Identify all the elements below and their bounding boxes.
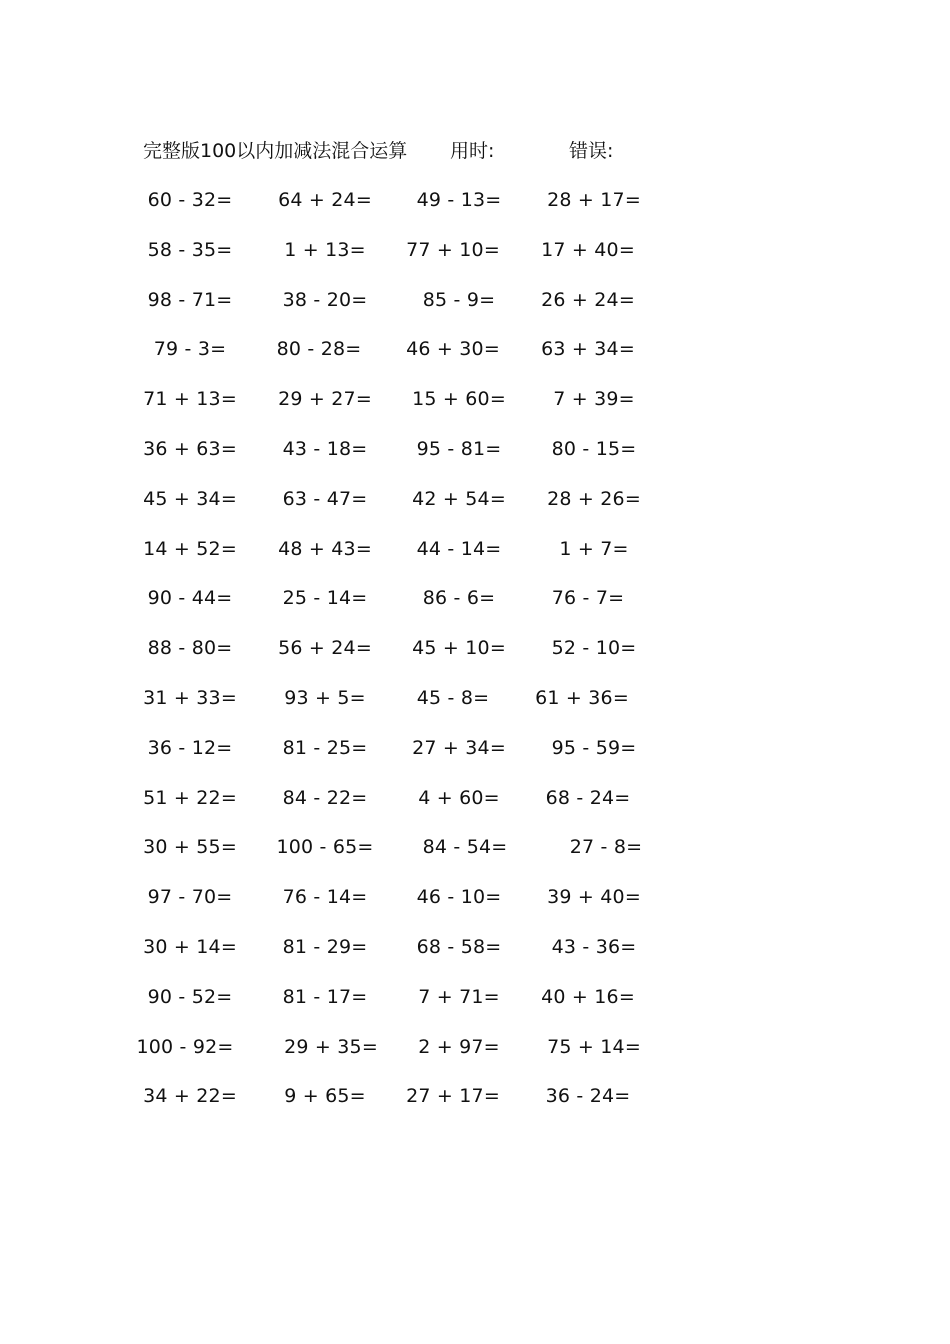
problem-item: 98 - 71= (147, 289, 233, 311)
problem-item: 80 - 28= (276, 338, 362, 360)
problem-item: 77 + 10= (406, 239, 500, 261)
problem-item: 14 + 52= (143, 538, 237, 560)
problem-item: 85 - 9= (422, 289, 496, 311)
problem-item: 63 - 47= (282, 488, 368, 510)
problem-item: 68 - 24= (545, 787, 631, 809)
problem-item: 52 - 10= (551, 637, 637, 659)
problem-item: 95 - 81= (416, 438, 502, 460)
problem-item: 9 + 65= (284, 1085, 366, 1107)
problem-item: 88 - 80= (147, 637, 233, 659)
problem-item: 36 - 12= (147, 737, 233, 759)
problem-item: 46 - 10= (416, 886, 502, 908)
problem-item: 95 - 59= (551, 737, 637, 759)
problem-item: 29 + 35= (284, 1036, 378, 1058)
problem-item: 43 - 18= (282, 438, 368, 460)
problem-item: 15 + 60= (412, 388, 506, 410)
problem-item: 76 - 7= (551, 587, 625, 609)
problem-item: 58 - 35= (147, 239, 233, 261)
problem-item: 84 - 54= (422, 836, 508, 858)
problem-item: 7 + 39= (553, 388, 635, 410)
problem-item: 43 - 36= (551, 936, 637, 958)
problem-item: 4 + 60= (418, 787, 500, 809)
problem-item: 17 + 40= (541, 239, 635, 261)
problem-item: 75 + 14= (547, 1036, 641, 1058)
problem-item: 81 - 29= (282, 936, 368, 958)
error-label: 错误: (569, 140, 614, 162)
problem-item: 28 + 17= (547, 189, 641, 211)
problem-item: 100 - 92= (136, 1036, 234, 1058)
problem-item: 97 - 70= (147, 886, 233, 908)
problem-item: 80 - 15= (551, 438, 637, 460)
problem-item: 27 + 17= (406, 1085, 500, 1107)
problem-item: 40 + 16= (541, 986, 635, 1008)
problem-item: 81 - 17= (282, 986, 368, 1008)
problem-item: 90 - 44= (147, 587, 233, 609)
problem-item: 46 + 30= (406, 338, 500, 360)
problem-item: 90 - 52= (147, 986, 233, 1008)
time-label: 用时: (450, 140, 495, 162)
problem-item: 26 + 24= (541, 289, 635, 311)
problem-item: 76 - 14= (282, 886, 368, 908)
problem-item: 2 + 97= (418, 1036, 500, 1058)
problem-item: 100 - 65= (276, 836, 374, 858)
problem-item: 7 + 71= (418, 986, 500, 1008)
problem-item: 81 - 25= (282, 737, 368, 759)
problem-item: 27 - 8= (569, 836, 643, 858)
problem-item: 56 + 24= (278, 637, 372, 659)
problem-item: 25 - 14= (282, 587, 368, 609)
problem-item: 48 + 43= (278, 538, 372, 560)
problem-item: 27 + 34= (412, 737, 506, 759)
problem-item: 68 - 58= (416, 936, 502, 958)
problem-item: 45 - 8= (416, 687, 490, 709)
problem-item: 51 + 22= (143, 787, 237, 809)
problem-item: 1 + 13= (284, 239, 366, 261)
problem-item: 34 + 22= (143, 1085, 237, 1107)
worksheet-title: 完整版100以内加减法混合运算 (143, 140, 408, 162)
problem-item: 64 + 24= (278, 189, 372, 211)
problem-item: 93 + 5= (284, 687, 366, 709)
problem-item: 36 - 24= (545, 1085, 631, 1107)
problem-item: 30 + 14= (143, 936, 237, 958)
problem-item: 38 - 20= (282, 289, 368, 311)
problem-item: 42 + 54= (412, 488, 506, 510)
problem-item: 49 - 13= (416, 189, 502, 211)
problem-item: 86 - 6= (422, 587, 496, 609)
problem-item: 44 - 14= (416, 538, 502, 560)
problem-item: 45 + 10= (412, 637, 506, 659)
problem-item: 60 - 32= (147, 189, 233, 211)
problem-item: 1 + 7= (559, 538, 629, 560)
problem-item: 36 + 63= (143, 438, 237, 460)
problem-item: 31 + 33= (143, 687, 237, 709)
problem-item: 63 + 34= (541, 338, 635, 360)
problem-item: 30 + 55= (143, 836, 237, 858)
problem-item: 45 + 34= (143, 488, 237, 510)
problem-item: 84 - 22= (282, 787, 368, 809)
problem-item: 29 + 27= (278, 388, 372, 410)
problem-item: 39 + 40= (547, 886, 641, 908)
problem-item: 61 + 36= (535, 687, 629, 709)
problem-item: 71 + 13= (143, 388, 237, 410)
problem-item: 28 + 26= (547, 488, 641, 510)
problem-item: 79 - 3= (153, 338, 227, 360)
